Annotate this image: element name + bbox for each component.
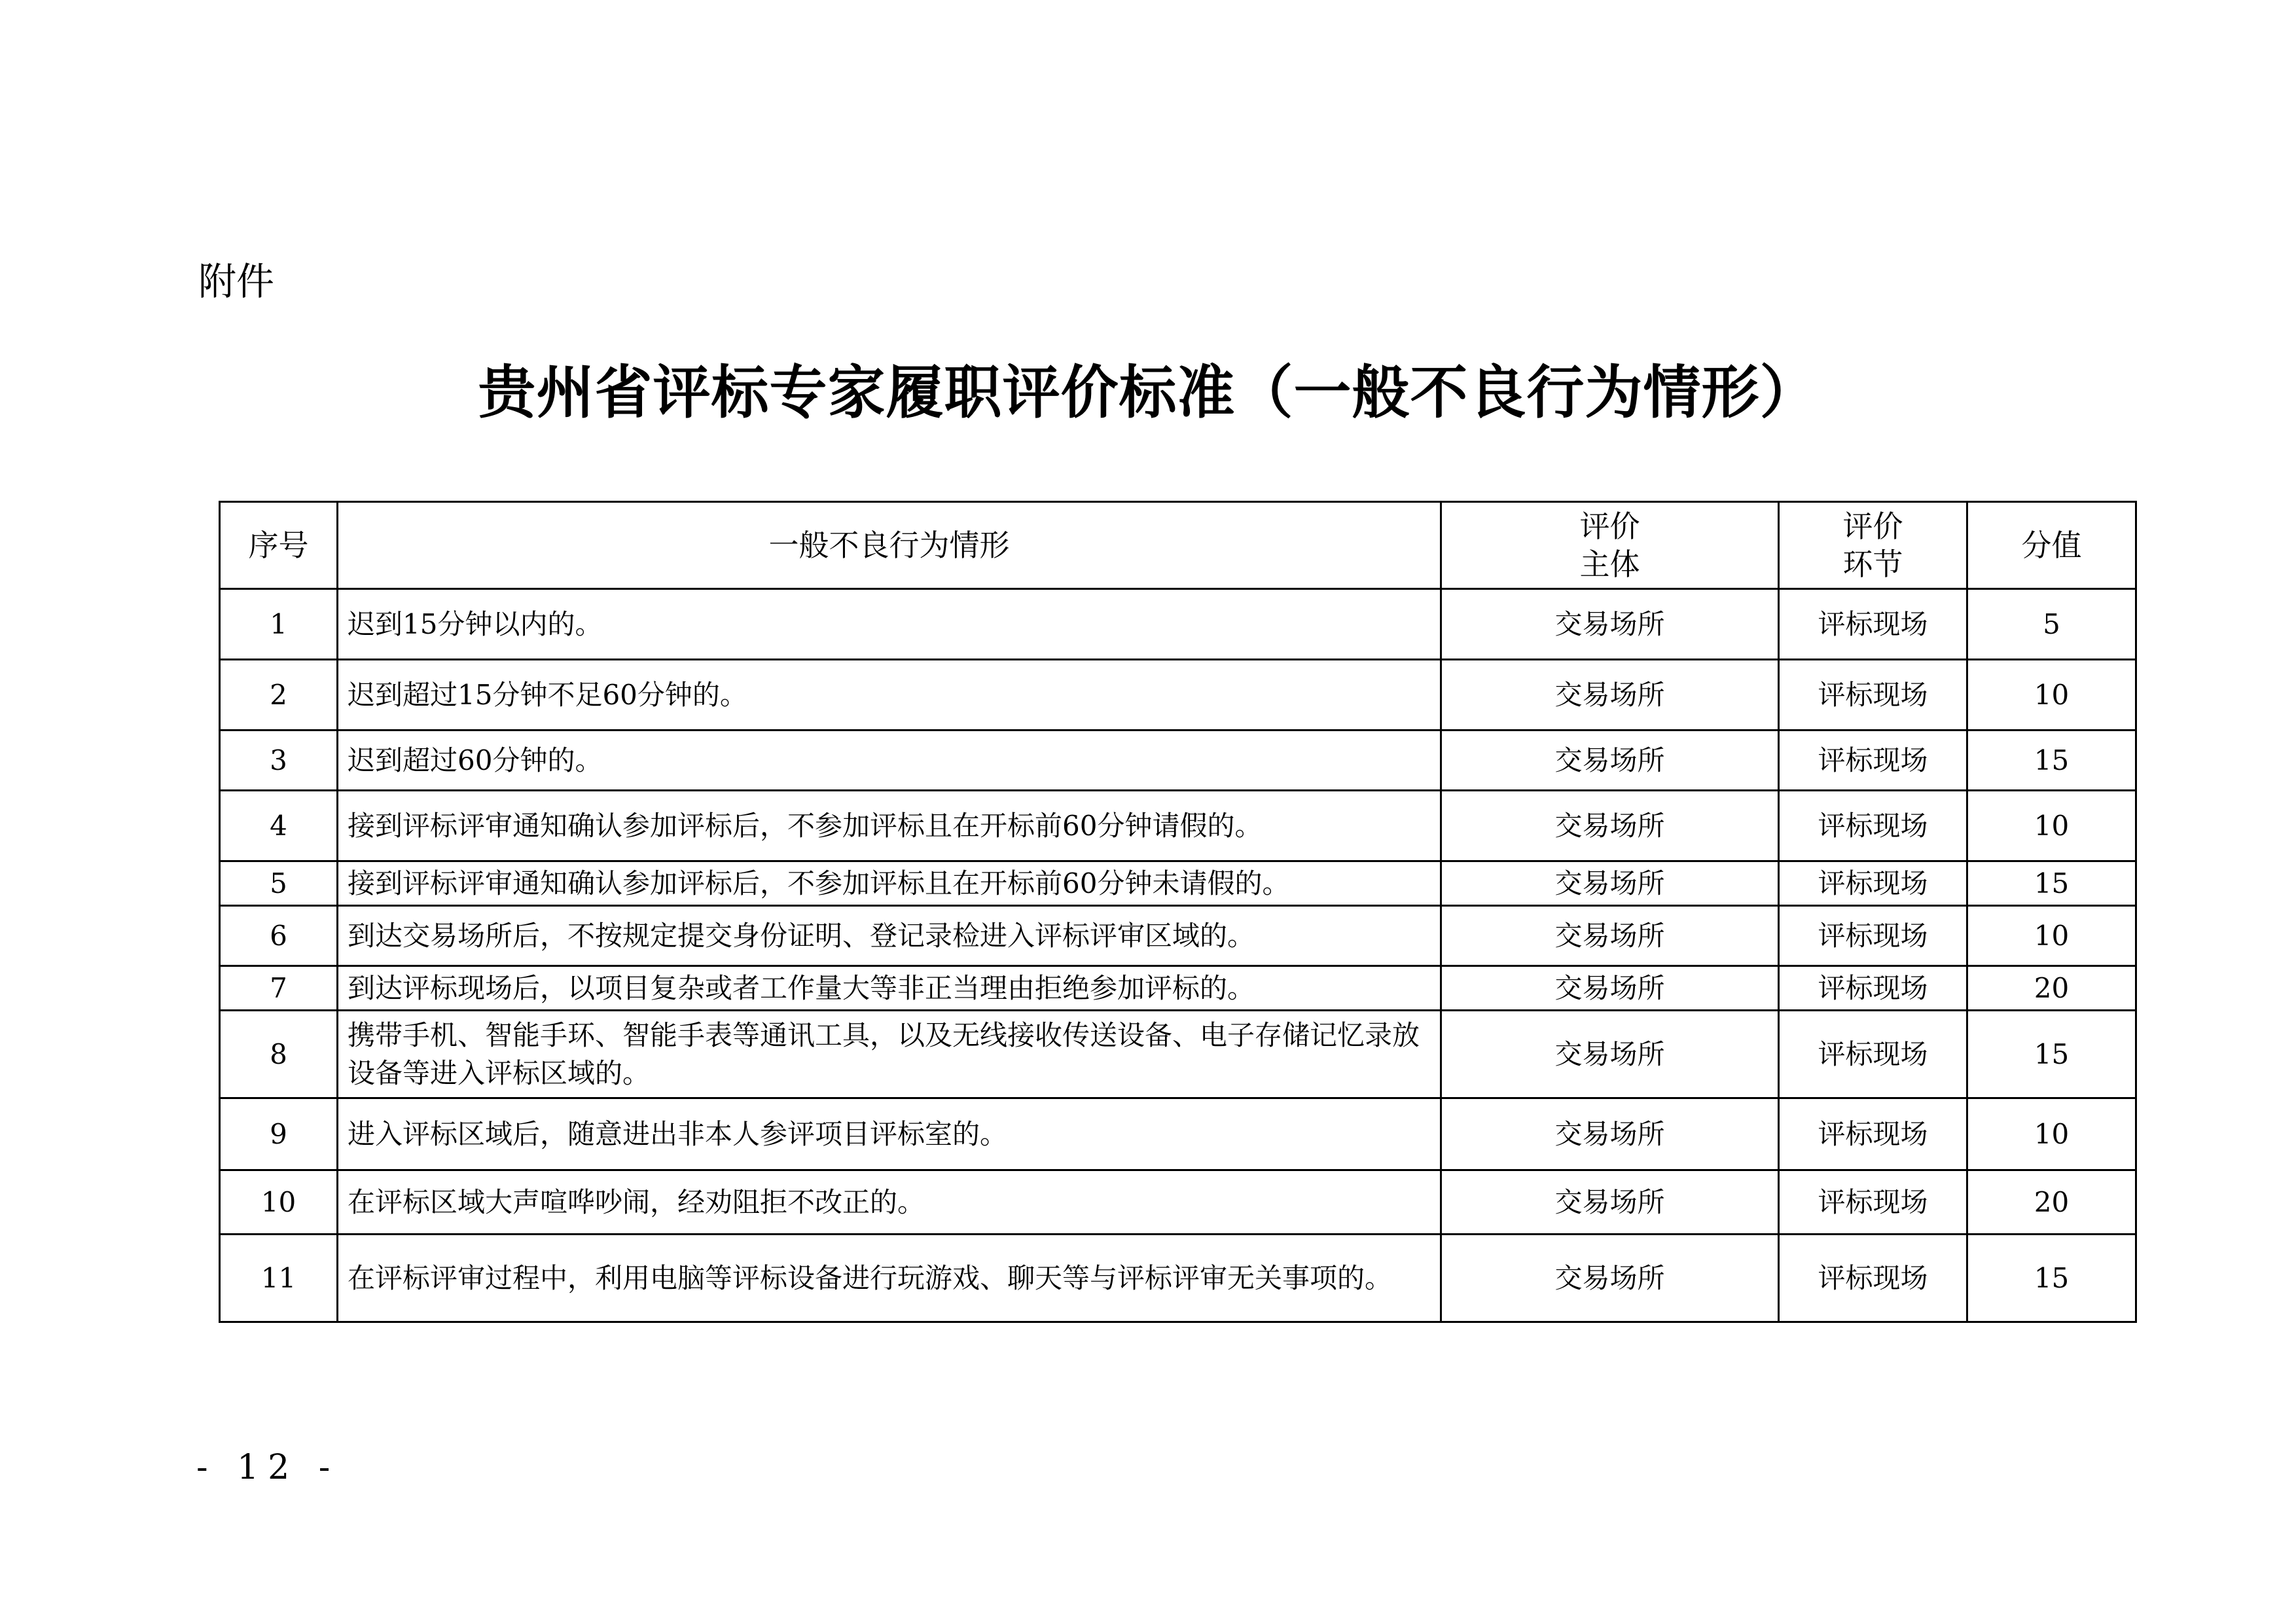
row-subject: 交易场所 (1441, 861, 1779, 906)
evaluation-standards-table (219, 501, 2137, 1323)
table-row (220, 1170, 2136, 1235)
table-row (220, 660, 2136, 731)
row-stage: 评标现场 (1779, 660, 1967, 731)
row-stage: 评标现场 (1779, 966, 1967, 1011)
row-score: 15 (1967, 1011, 2136, 1098)
row-situation: 迟到超过15分钟不足60分钟的。 (338, 660, 1441, 731)
row-situation: 迟到15分钟以内的。 (338, 589, 1441, 660)
table-row (220, 731, 2136, 791)
header-subject-line2: 主体 (1579, 547, 1640, 582)
document-title: 贵州省评标专家履职评价标准（一般不良行为情形） (478, 359, 1818, 426)
row-subject: 交易场所 (1441, 1235, 1779, 1322)
row-subject: 交易场所 (1441, 966, 1779, 1011)
page-number: - 12 - (196, 1448, 340, 1487)
header-stage-line1: 评价 (1842, 509, 1903, 544)
table-header-row (220, 502, 2136, 589)
row-situation: 接到评标评审通知确认参加评标后，不参加评标且在开标前60分钟请假的。 (338, 791, 1441, 861)
row-no: 5 (220, 861, 338, 906)
row-subject: 交易场所 (1441, 791, 1779, 861)
row-situation: 在评标评审过程中，利用电脑等评标设备进行玩游戏、聊天等与评标评审无关事项的。 (338, 1235, 1441, 1322)
row-no: 6 (220, 906, 338, 966)
row-no: 7 (220, 966, 338, 1011)
row-no: 8 (220, 1011, 338, 1098)
table-row (220, 1235, 2136, 1322)
table-row (220, 966, 2136, 1011)
row-stage: 评标现场 (1779, 1170, 1967, 1235)
row-subject: 交易场所 (1441, 589, 1779, 660)
row-situation: 在评标区域大声喧哗吵闹，经劝阻拒不改正的。 (338, 1170, 1441, 1235)
row-subject: 交易场所 (1441, 1170, 1779, 1235)
table-row (220, 791, 2136, 861)
row-stage: 评标现场 (1779, 1011, 1967, 1098)
row-score: 10 (1967, 1098, 2136, 1170)
row-situation: 进入评标区域后，随意进出非本人参评项目评标室的。 (338, 1098, 1441, 1170)
row-situation: 携带手机、智能手环、智能手表等通讯工具，以及无线接收传送设备、电子存储记忆录放设备等进入评标区域的。 (338, 1011, 1441, 1098)
row-situation: 迟到超过60分钟的。 (338, 731, 1441, 791)
row-situation: 接到评标评审通知确认参加评标后，不参加评标且在开标前60分钟未请假的。 (338, 861, 1441, 906)
row-no: 9 (220, 1098, 338, 1170)
row-stage: 评标现场 (1779, 1235, 1967, 1322)
row-no: 11 (220, 1235, 338, 1322)
row-subject: 交易场所 (1441, 660, 1779, 731)
row-stage: 评标现场 (1779, 589, 1967, 660)
row-score: 15 (1967, 861, 2136, 906)
row-situation: 到达评标现场后，以项目复杂或者工作量大等非正当理由拒绝参加评标的。 (338, 966, 1441, 1011)
attachment-label: 附件 (198, 259, 275, 304)
table-row (220, 861, 2136, 906)
row-subject: 交易场所 (1441, 1011, 1779, 1098)
header-stage (1779, 502, 1967, 589)
row-subject: 交易场所 (1441, 1098, 1779, 1170)
row-no: 2 (220, 660, 338, 731)
row-score: 20 (1967, 1170, 2136, 1235)
row-subject: 交易场所 (1441, 906, 1779, 966)
row-stage: 评标现场 (1779, 861, 1967, 906)
header-subject-line1: 评价 (1579, 509, 1640, 544)
row-score: 15 (1967, 731, 2136, 791)
row-situation: 到达交易场所后，不按规定提交身份证明、登记录检进入评标评审区域的。 (338, 906, 1441, 966)
row-stage: 评标现场 (1779, 1098, 1967, 1170)
row-stage: 评标现场 (1779, 906, 1967, 966)
row-score: 20 (1967, 966, 2136, 1011)
row-no: 3 (220, 731, 338, 791)
header-score: 分值 (1967, 502, 2136, 589)
header-no: 序号 (220, 502, 338, 589)
header-subject (1441, 502, 1779, 589)
table-row (220, 1011, 2136, 1098)
table-row (220, 906, 2136, 966)
row-score: 10 (1967, 791, 2136, 861)
row-subject: 交易场所 (1441, 731, 1779, 791)
row-no: 10 (220, 1170, 338, 1235)
table-row (220, 589, 2136, 660)
row-stage: 评标现场 (1779, 791, 1967, 861)
header-situation: 一般不良行为情形 (338, 502, 1441, 589)
row-stage: 评标现场 (1779, 731, 1967, 791)
row-no: 4 (220, 791, 338, 861)
row-score: 15 (1967, 1235, 2136, 1322)
table-row (220, 1098, 2136, 1170)
row-score: 10 (1967, 906, 2136, 966)
header-stage-line2: 环节 (1842, 547, 1903, 582)
row-score: 5 (1967, 589, 2136, 660)
row-score: 10 (1967, 660, 2136, 731)
row-no: 1 (220, 589, 338, 660)
